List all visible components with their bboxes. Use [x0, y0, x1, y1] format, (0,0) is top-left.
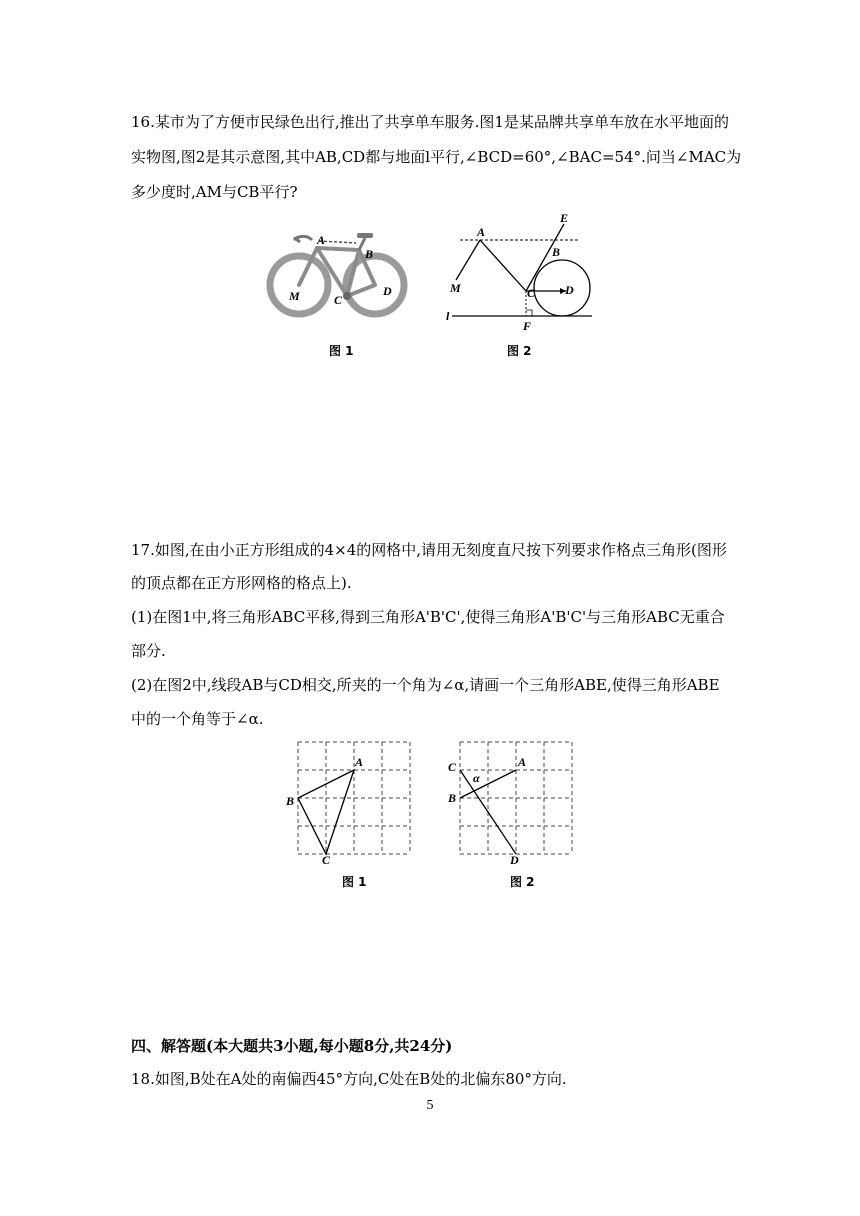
q16-fig2-caption: 图 2	[507, 344, 532, 358]
section-4-heading: 四、解答题(本大题共3小题,每小题8分,共24分)	[131, 1037, 453, 1055]
q16-line-3: 多少度时,AM与CB平行?	[131, 183, 298, 201]
q17-figure-2-grid	[446, 738, 576, 864]
q16-fig1-label-d: D	[383, 284, 392, 298]
q17-fig1-label-b: B	[286, 794, 295, 808]
q17-line-2: 的顶点都在正方形网格的格点上).	[131, 574, 352, 592]
q16-fig1-label-a: A	[317, 233, 326, 247]
q16-fig2-label-a: A	[477, 225, 486, 239]
q16-fig1-label-c: C	[334, 293, 343, 307]
q16-fig2-label-e: E	[560, 211, 569, 225]
q16-fig1-label-b: B	[365, 247, 374, 261]
q16-fig1-label-m: M	[289, 289, 300, 303]
q17-fig1-label-a: A	[355, 755, 364, 769]
q16-figure-2-schematic	[440, 210, 605, 335]
q17-part2-line-2: 中的一个角等于∠α.	[131, 710, 264, 728]
q17-fig2-label-d: D	[510, 853, 519, 864]
q17-part1-line-1: (1)在图1中,将三角形ABC平移,得到三角形A'B'C',使得三角形A'B'C'与三角形ABC无重合	[131, 608, 725, 626]
q17-fig2-label-b: B	[448, 791, 457, 805]
q16-fig2-label-c: C	[527, 286, 536, 300]
q17-part2-line-1: (2)在图2中,线段AB与CD相交,所夹的一个角为∠α,请画一个三角形ABE,使得三角形ABE	[131, 676, 720, 694]
q17-fig2-label-c: C	[448, 760, 457, 774]
q16-fig2-label-b: B	[552, 245, 561, 259]
q16-line-2: 实物图,图2是其示意图,其中AB,CD都与地面l平行,∠BCD=60°,∠BAC=54°.问当∠MAC为	[131, 148, 742, 166]
q16-fig2-label-m: M	[450, 281, 461, 295]
q16-fig2-label-f: F	[523, 319, 532, 333]
q17-fig2-label-alpha: α	[473, 771, 480, 785]
q17-part1-line-2: 部分.	[131, 642, 166, 660]
q17-line-1: 17.如图,在由小正方形组成的4×4的网格中,请用无刻度直尺按下列要求作格点三角形(图形	[131, 541, 727, 559]
q17-figure-1-grid	[284, 738, 414, 864]
q16-fig1-caption: 图 1	[329, 344, 354, 358]
q16-figure-1-bicycle	[262, 224, 418, 324]
q17-fig1-caption: 图 1	[342, 875, 367, 889]
q16-fig2-label-l: l	[446, 309, 450, 323]
q16-fig2-label-d: D	[565, 283, 574, 297]
q18-line-1: 18.如图,B处在A处的南偏西45°方向,C处在B处的北偏东80°方向.	[131, 1070, 567, 1088]
q17-fig2-caption: 图 2	[510, 875, 535, 889]
q16-line-1: 16.某市为了方便市民绿色出行,推出了共享单车服务.图1是某品牌共享单车放在水平地面的	[131, 113, 729, 131]
page-number: 5	[426, 1098, 434, 1113]
q17-fig2-label-a: A	[518, 755, 527, 769]
q17-fig1-label-c: C	[322, 853, 331, 864]
